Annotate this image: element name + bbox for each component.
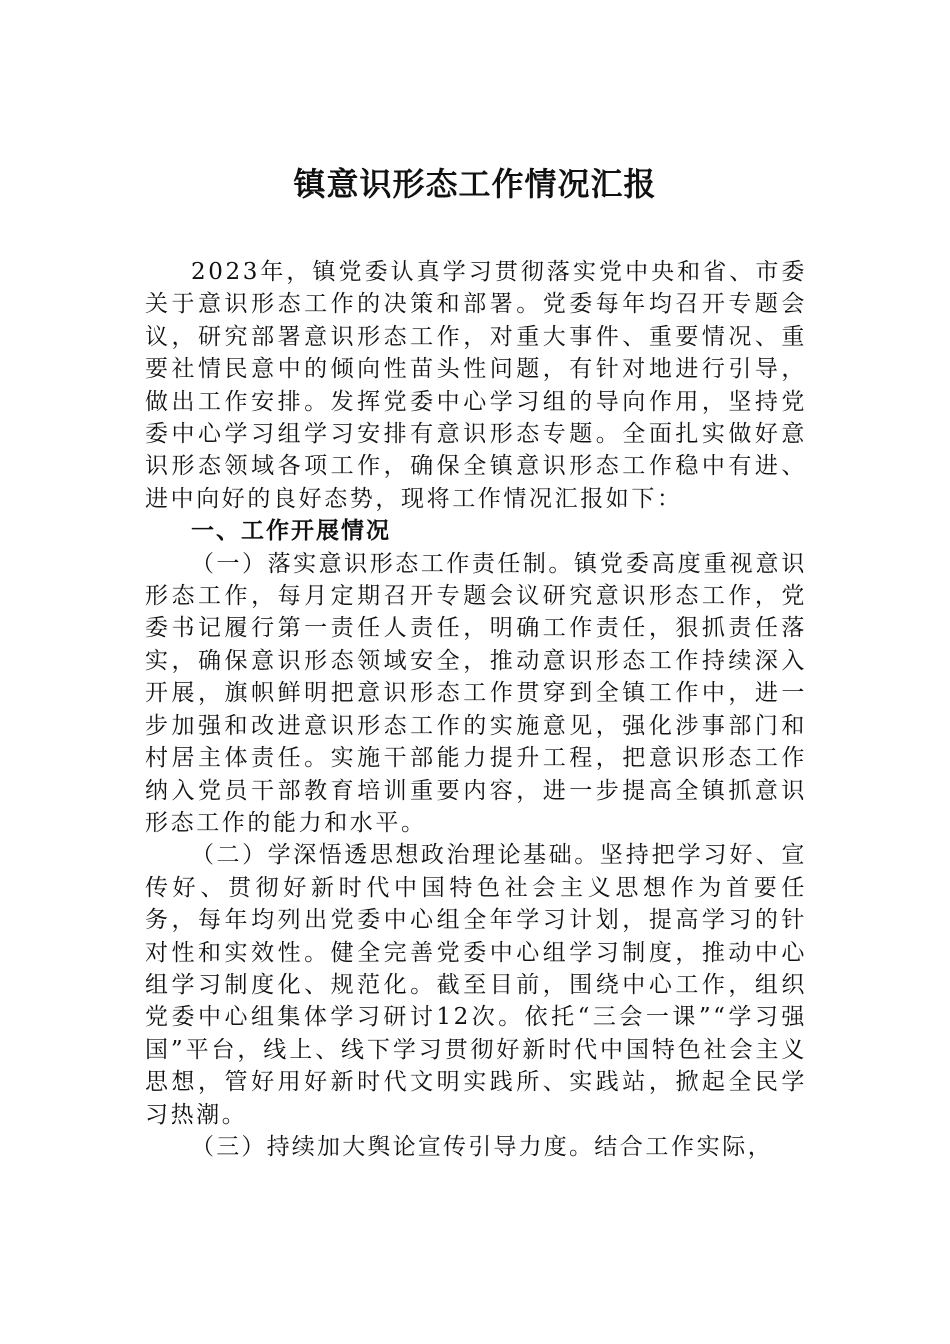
item-body-1: 镇党委高度重视意识形态工作，每月定期召开专题会议研究意识形态工作，党委书记履行第一责任人责任，明确工作责任，狠抓责任落实，确保意识形态领域安全，推动意识形态工作持续深入开展，旗帜鲜明把意识形态工作贯穿到全镇工作中，进一步加强和改进意识形态工作的实施意见，强化涉事部门和村居主体责任。实施干部能力提升工程，把意识形态工作纳入党员干部教育培训重要内容，进一步提高全镇抓意识形态工作的能力和水平。 xyxy=(145,550,807,836)
item-lead-2: （二）学深悟透思想政治理论基础。 xyxy=(191,842,600,869)
item-paragraph-1 xyxy=(145,548,807,840)
item-lead-1: （一）落实意识形态工作责任制。 xyxy=(191,550,574,577)
item-paragraph-3 xyxy=(145,1131,807,1163)
section-heading-1: 一、工作开展情况 xyxy=(191,518,391,545)
item-paragraph-2 xyxy=(145,839,807,1131)
item-lead-3: （三）持续加大舆论宣传引导力度。 xyxy=(191,1133,595,1160)
document-title: 镇意识形态工作情况汇报 xyxy=(293,165,657,203)
intro-paragraph: 2023年，镇党委认真学习贯彻落实党中央和省、市委关于意识形态工作的决策和部署。党委每年均召开专题会议，研究部署意识形态工作，对重大事件、重要情况、重要社情民意中的倾向性苗头性问题，有针对地进行引导，做出工作安排。发挥党委中心学习组的导向作用，坚持党委中心学习组学习安排有意识形态专题。全面扎实做好意识形态领域各项工作，确保全镇意识形态工作稳中有进、进中向好的良好态势，现将工作情况汇报如下： xyxy=(145,259,807,512)
item-body-2: 坚持把学习好、宣传好、贯彻好新时代中国特色社会主义思想作为首要任务，每年均列出党委中心组全年学习计划，提高学习的针对性和实效性。健全完善党委中心组学习制度，推动中心组学习制度化、规范化。截至目前，围绕中心工作，组织党委中心组集体学习研讨12次。依托“三会一课”“学习强国”平台，线上、线下学习贯彻好新时代中国特色社会主义思想，管好用好新时代文明实践所、实践站，掀起全民学习热潮。 xyxy=(145,842,807,1128)
item-body-3: 结合工作实际， xyxy=(594,1133,774,1160)
document-body xyxy=(145,256,807,1163)
